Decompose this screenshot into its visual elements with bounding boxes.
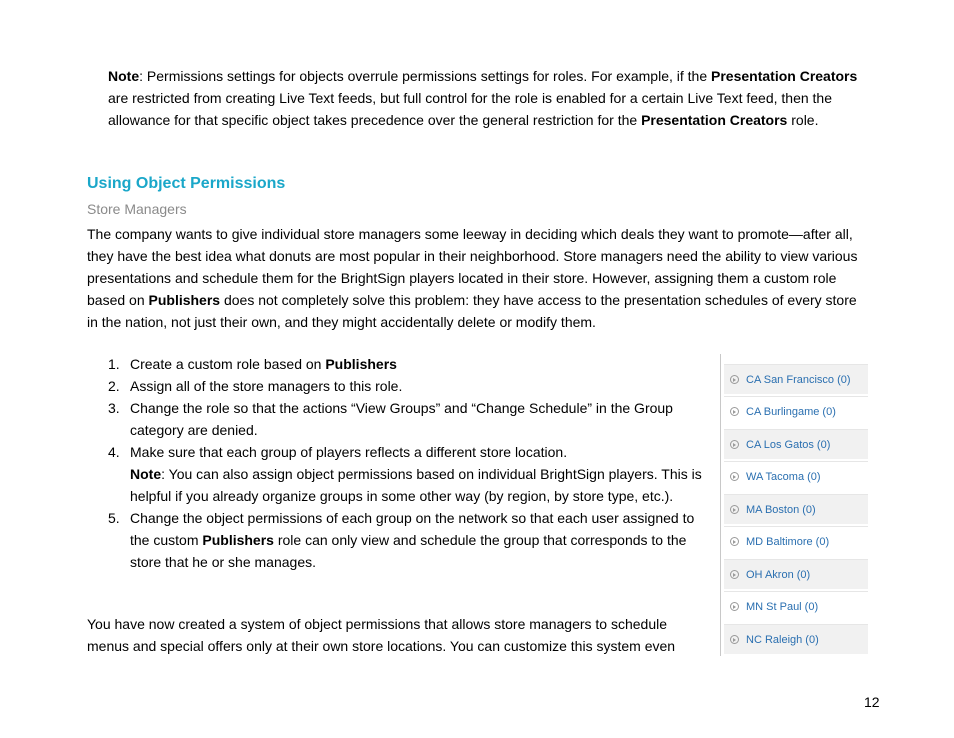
step-text: Make sure that each group of players reflects a different store location. <box>130 444 568 460</box>
group-label: NC Raleigh (0) <box>746 633 819 646</box>
chevron-right-icon <box>730 440 739 449</box>
group-label: WA Tacoma (0) <box>746 470 821 483</box>
step-number: 5. <box>108 510 120 526</box>
role-name: Publishers <box>325 356 397 372</box>
chevron-right-icon <box>730 407 739 416</box>
note-label: Note <box>130 466 162 482</box>
group-item[interactable] <box>724 461 868 491</box>
step-text: Create a custom role based on <box>130 356 326 372</box>
chevron-right-icon <box>730 375 739 384</box>
chevron-right-icon <box>730 602 739 611</box>
role-name: Publishers <box>202 532 274 548</box>
chevron-right-icon <box>730 472 739 481</box>
steps-list <box>108 353 704 573</box>
group-label: MD Baltimore (0) <box>746 535 830 548</box>
step-number: 1. <box>108 356 120 372</box>
intro-paragraph <box>87 223 859 333</box>
group-item[interactable] <box>724 526 868 556</box>
list-item <box>108 441 704 507</box>
step-text: Change the role so that the actions “View Groups” and “Change Schedule” in the Group category are denied. <box>130 400 673 438</box>
chevron-right-icon <box>730 570 739 579</box>
chevron-right-icon <box>730 537 739 546</box>
note-text: are restricted from creating Live Text feeds, but full control for the role is enabled for a certain Live Text feed, then the allowance for that specific object takes precedence over the general restriction for the <box>108 90 832 128</box>
step-text: Change the object permissions of each group on the network so that each user assigned to the custom <box>130 510 695 548</box>
subsection-title: Store Managers <box>87 201 187 217</box>
step-note-text: : You can also assign object permissions based on individual BrightSign players. This is helpful if you already organize groups in some other way (by region, by store type, etc.). <box>130 466 702 504</box>
step-number: 4. <box>108 444 120 460</box>
step-text: role can only view and schedule the group that corresponds to the store that he or she manages. <box>130 532 687 570</box>
group-label: MA Boston (0) <box>746 503 816 516</box>
note-text: : Permissions settings for objects overrule permissions settings for roles. For example, if the <box>139 68 712 84</box>
group-label: CA Burlingame (0) <box>746 405 836 418</box>
group-item[interactable] <box>724 494 868 524</box>
section-title: Using Object Permissions <box>87 175 286 192</box>
group-list-screenshot <box>720 354 869 656</box>
note-text: role. <box>787 112 819 128</box>
chevron-right-icon <box>730 505 739 514</box>
group-label: CA Los Gatos (0) <box>746 438 831 451</box>
group-item[interactable] <box>724 624 868 654</box>
page-number: 12 <box>864 694 880 710</box>
step-text: Assign all of the store managers to this role. <box>130 378 403 394</box>
list-item <box>108 375 704 397</box>
list-item <box>108 353 704 375</box>
group-item[interactable] <box>724 559 868 589</box>
closing-paragraph: You have now created a system of object permissions that allows store managers to schedule menus and special offers only at their own store locations. You can customize this system even <box>87 616 676 654</box>
role-name: Presentation Creators <box>711 68 858 84</box>
group-item[interactable] <box>724 429 868 459</box>
note-paragraph <box>108 65 870 131</box>
role-name: Presentation Creators <box>641 112 788 128</box>
group-item[interactable] <box>724 364 868 394</box>
intro-text: The company wants to give individual store managers some leeway in deciding which deals they want to promote—after all, they have the best idea what donuts are most popular in their neighborhood. Store managers need the ability to view various presentations and schedule them for the BrightSign players located in their store. However, assigning them a custom role based on <box>87 226 858 308</box>
role-name: Publishers <box>148 292 221 308</box>
intro-text: does not completely solve this problem: they have access to the presentation schedules of every store in the nation, not just their own, and they might accidentally delete or modify them. <box>87 292 857 330</box>
list-item <box>108 507 704 573</box>
step-number: 2. <box>108 378 120 394</box>
group-item[interactable] <box>724 591 868 621</box>
group-label: CA San Francisco (0) <box>746 373 851 386</box>
list-item <box>108 397 704 441</box>
group-label: OH Akron (0) <box>746 568 811 581</box>
note-label: Note <box>108 68 140 84</box>
chevron-right-icon <box>730 635 739 644</box>
group-label: MN St Paul (0) <box>746 600 819 613</box>
group-item[interactable] <box>724 396 868 426</box>
step-number: 3. <box>108 400 120 416</box>
